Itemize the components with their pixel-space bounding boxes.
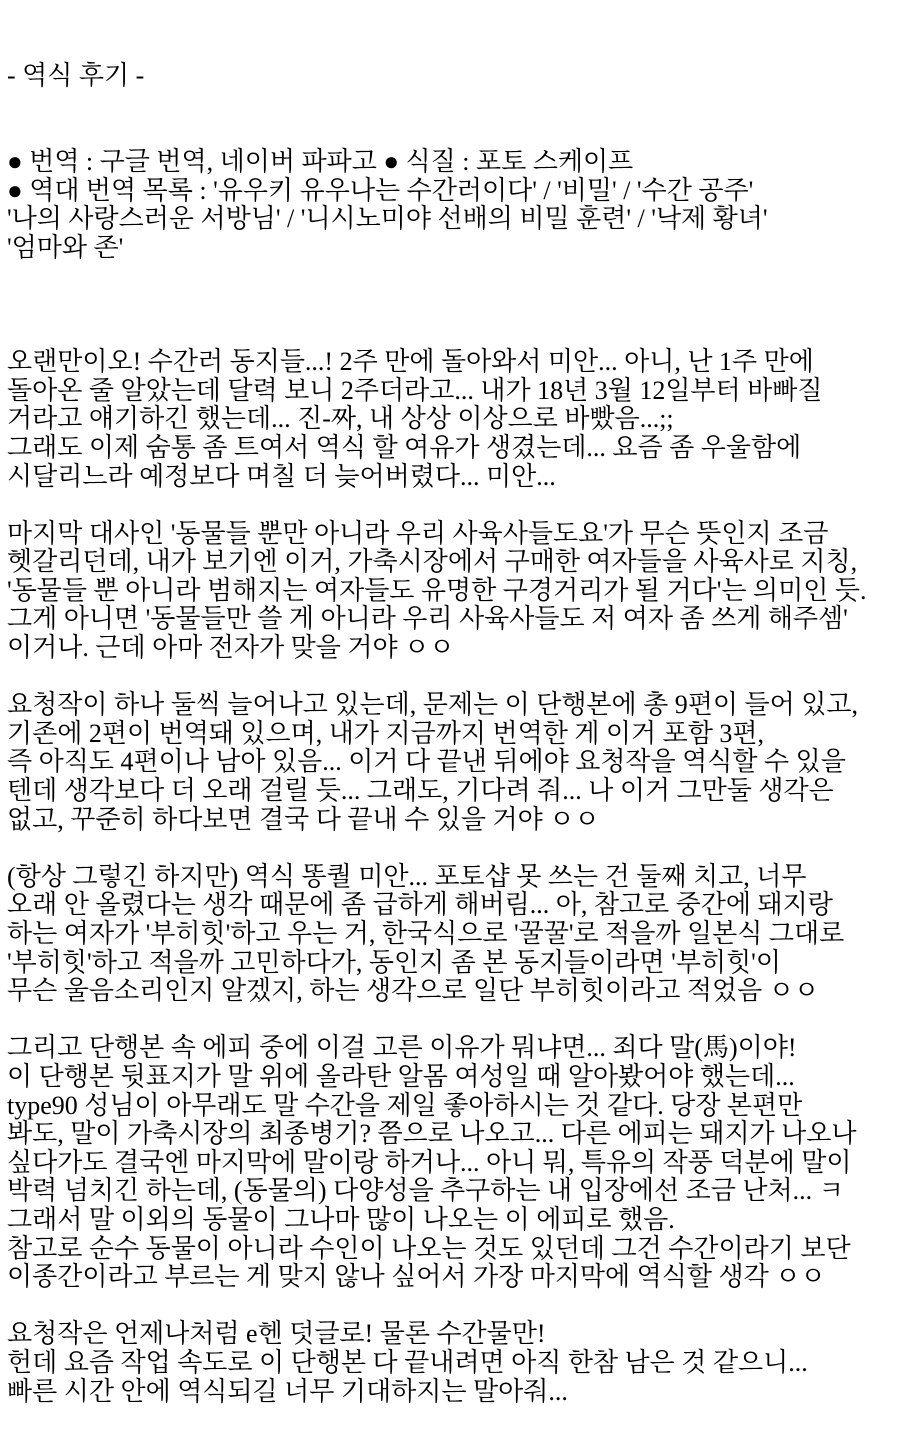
- text-line: 없고, 꾸준히 하다보면 결국 다 끝내 수 있을 거야 ㅇㅇ: [7, 804, 600, 834]
- text-line: 헌데 요즘 작업 속도로 이 단행본 다 끝내려면 아직 한참 남은 것 같으니...: [7, 1347, 808, 1377]
- paragraph: [7, 691, 896, 834]
- text-line: 그게 아니면 '동물들만 쓸 게 아니라 우리 사육사들도 저 여자 좀 쓰게 해주셈': [7, 604, 848, 634]
- text-line: 시달리느라 예정보다 며칠 더 늦어버렸다... 미안...: [7, 461, 556, 491]
- text-line: (항상 그렇긴 하지만) 역식 똥퀄 미안... 포토샵 못 쓰는 건 둘째 치고, 너무: [7, 861, 807, 891]
- text-line: 참고로 순수 동물이 아니라 수인이 나오는 것도 있던데 그건 수간이라기 보단: [7, 1233, 851, 1263]
- text-line: 요청작은 언제나처럼 e헨 덧글로! 물론 수간물만!: [7, 1319, 546, 1349]
- credits-block: [7, 148, 896, 262]
- text-line: 즉 아직도 4편이나 남아 있음... 이거 다 끝낸 뒤에야 요청작을 역식할 수 있을: [7, 747, 846, 777]
- text-line: 돌아온 줄 알았는데 달력 보니 2주더라고... 내가 18년 3월 12일부터 바빠질: [7, 375, 823, 405]
- text-line: 이거나. 근데 아마 전자가 맞을 거야 ㅇㅇ: [7, 633, 455, 663]
- text-line: '부히힛'하고 적을까 고민하다가, 동인지 좀 본 동지들이라면 '부히힛'이: [7, 947, 781, 977]
- text-line: 이종간이라고 부르는 게 맞지 않나 싶어서 가장 마지막에 역식할 생각 ㅇㅇ: [7, 1262, 826, 1292]
- text-line: '동물들 뿐 아니라 범해지는 여자들도 유명한 구경거리가 될 거다'는 의미인 듯.: [7, 575, 867, 605]
- text-line: 오래 안 올렸다는 생각 때문에 좀 급하게 해버림... 아, 참고로 중간에 돼지랑: [7, 890, 833, 920]
- paragraph: [7, 348, 896, 491]
- text-line: 하는 여자가 '부히힛'하고 우는 거, 한국식으로 '꿀꿀'로 적을까 일본식 그대로: [7, 919, 845, 948]
- text-line: 그래서 말 이외의 동물이 그나마 많이 나오는 이 에피로 했음.: [7, 1204, 675, 1234]
- text-line: 기존에 2편이 번역돼 있으며, 내가 지금까지 번역한 게 이거 포함 3편,: [7, 718, 765, 748]
- paragraph: [7, 520, 896, 663]
- text-line: 박력 넘치긴 하는데, (동물의) 다양성을 추구하는 내 입장에선 조금 난처... ㅋ: [7, 1176, 844, 1206]
- text-line: 마지막 대사인 '동물들 뿐만 아니라 우리 사육사들도요'가 무슨 뜻인지 조금: [7, 518, 829, 548]
- text-line: 그리고 단행본 속 에피 중에 이걸 고른 이유가 뭐냐면... 죄다 말(馬)이야!: [7, 1033, 797, 1063]
- credit-line: ● 역대 번역 목록 : '유우키 유우나는 수간러이다' / '비밀' / '수간 공주': [7, 175, 754, 205]
- page-title: - 역식 후기 -: [7, 61, 145, 91]
- paragraph: [7, 863, 896, 1006]
- text-line: 텐데 생각보다 더 오래 걸릴 듯... 그래도, 기다려 줘... 나 이거 그만둘 생각은: [7, 776, 834, 806]
- paragraph: [7, 1320, 896, 1406]
- text-line: type90 성님이 아무래도 말 수간을 제일 좋아하시는 것 같다. 당장 본편만: [7, 1090, 803, 1120]
- paragraph: [7, 1034, 896, 1291]
- text-line: 싶다가도 결국엔 마지막에 말이랑 하거나... 아니 뭐, 특유의 작풍 덕분에 말이: [7, 1147, 852, 1177]
- text-line: 요청작이 하나 둘씩 늘어나고 있는데, 문제는 이 단행본에 총 9편이 들어 있고,: [7, 690, 858, 720]
- text-line: 헷갈리던데, 내가 보기엔 이거, 가축시장에서 구매한 여자들을 사육사로 지칭,: [7, 547, 858, 577]
- text-line: 오랜만이오! 수간러 동지들...! 2주 만에 돌아와서 미안... 아니, 난 1주 만에: [7, 347, 814, 377]
- text-line: 빠른 시간 안에 역식되길 너무 기대하지는 말아줘...: [7, 1376, 568, 1406]
- body-text-block: [7, 348, 896, 1406]
- credit-line: ● 번역 : 구글 번역, 네이버 파파고 ● 식질 : 포토 스케이프: [7, 146, 634, 176]
- text-line: 봐도, 말이 가축시장의 최종병기? 쯤으로 나오고... 다른 에피는 돼지가 나오나: [7, 1119, 857, 1149]
- text-line: 그래도 이제 숨통 좀 트여서 역식 할 여유가 생겼는데... 요즘 좀 우울함에: [7, 432, 802, 462]
- text-line: 이 단행본 뒷표지가 말 위에 올라탄 알몸 여성일 때 알아봤어야 했는데...: [7, 1061, 795, 1091]
- credit-line: '엄마와 존': [7, 232, 124, 262]
- text-line: 거라고 얘기하긴 했는데... 진-짜, 내 상상 이상으로 바빴음...;;: [7, 404, 674, 434]
- text-line: 무슨 울음소리인지 알겠지, 하는 생각으로 일단 부히힛이라고 적었음 ㅇㅇ: [7, 976, 819, 1006]
- credit-line: '나의 사랑스러운 서방님' / '니시노미야 선배의 비밀 훈련' / '낙제 황녀': [7, 204, 768, 234]
